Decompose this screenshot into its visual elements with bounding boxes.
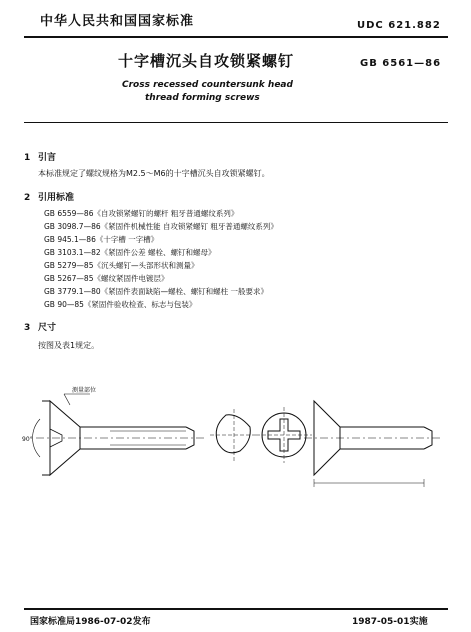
standard-category: 中华人民共和国国家标准	[40, 14, 195, 29]
reference-item: GB 3098.7—86《紧固件机械性能 自攻锁紧螺钉 粗牙普通螺纹系列》	[44, 222, 278, 231]
reference-item: GB 5279—85《沉头螺钉—头部形状和测量》	[44, 261, 199, 270]
english-title-line-2: thread forming screws	[145, 93, 260, 103]
header-rule	[24, 36, 448, 38]
reference-item: GB 3779.1—80《紧固件表面缺陷—螺栓、螺钉和螺柱 一般要求》	[44, 287, 269, 296]
gb-number: GB 6561—86	[360, 58, 442, 69]
angle-label: 90°	[22, 436, 33, 443]
reference-item: GB 3103.1—82《紧固件公差 螺栓、螺钉和螺母》	[44, 248, 216, 257]
reference-item: GB 5267—85《螺纹紧固件电镀层》	[44, 274, 169, 283]
title-rule	[24, 122, 448, 123]
screw-drawing	[0, 385, 471, 505]
english-title-line-1: Cross recessed countersunk head	[122, 80, 293, 90]
section-heading-3: 3 尺寸	[24, 323, 57, 333]
footer-rule	[24, 608, 448, 610]
section-heading-2: 2 引用标准	[24, 193, 75, 203]
effective-date: 1987-05-01实施	[352, 617, 428, 627]
trilobular-section	[216, 415, 250, 453]
reference-item: GB 6559—86《自攻锁紧螺钉的螺杆 粗牙普通螺纹系列》	[44, 209, 239, 218]
measure-location-label: 测量部位	[72, 387, 97, 394]
section-heading-1: 1 引言	[24, 153, 57, 163]
reference-item: GB 945.1—86《十字槽 一字槽》	[44, 235, 159, 244]
issue-date: 国家标准局1986-07-02发布	[30, 617, 151, 627]
udc-number: UDC 621.882	[357, 20, 441, 31]
section-3-text: 按图及表1规定。	[38, 341, 100, 350]
document-title: 十字槽沉头自攻锁紧螺钉	[118, 52, 295, 70]
section-1-text: 本标准规定了螺纹规格为M2.5～M6的十字槽沉头自攻锁紧螺钉。	[38, 169, 270, 178]
reference-item: GB 90—85《紧固件验收检查、标志与包装》	[44, 300, 197, 309]
